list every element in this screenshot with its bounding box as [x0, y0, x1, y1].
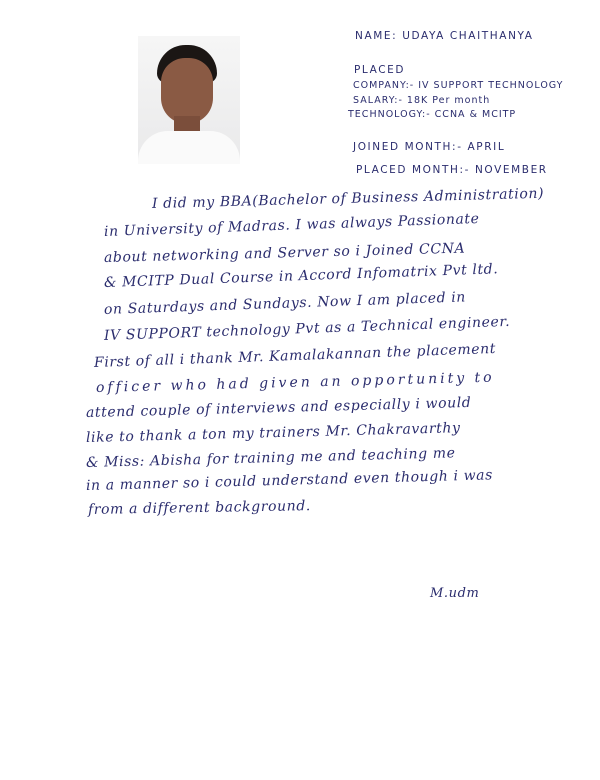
- salary-line: SALARY:- 18K Per month: [353, 95, 491, 106]
- student-photo: [138, 36, 240, 164]
- body-line: in University of Madras. I was always Passionate: [103, 210, 480, 240]
- joined-month-line: JOINED MONTH:- APRIL: [353, 141, 506, 153]
- company-line: COMPANY:- IV SUPPORT TECHNOLOGY: [353, 80, 564, 91]
- body-line: on Saturdays and Sundays. Now I am placed in: [103, 289, 467, 318]
- body-line: officer who had given an opportunity to: [95, 369, 495, 396]
- body-line: IV SUPPORT technology Pvt as a Technical engineer.: [103, 313, 511, 344]
- signature: M.udm: [430, 586, 480, 601]
- placed-label: PLACED: [354, 64, 406, 76]
- name-line: NAME: UDAYA CHAITHANYA: [355, 30, 534, 42]
- body-line: about networking and Server so i Joined CCNA: [103, 240, 466, 266]
- body-line: in a manner so i could understand even though i was: [85, 467, 494, 494]
- placed-month-line: PLACED MONTH:- NOVEMBER: [356, 164, 548, 176]
- technology-line: TECHNOLOGY:- CCNA & MCITP: [348, 109, 517, 120]
- body-line: & Miss: Abisha for training me and teaching me: [85, 445, 456, 471]
- body-line: First of all i thank Mr. Kamalakannan the placement: [93, 340, 497, 371]
- body-line: attend couple of interviews and especially i would: [85, 394, 472, 421]
- body-line: like to thank a ton my trainers Mr. Chakravarthy: [85, 420, 461, 446]
- body-line: & MCITP Dual Course in Accord Infomatrix Pvt ltd.: [103, 261, 499, 291]
- body-line: from a different background.: [87, 498, 312, 518]
- body-line: I did my BBA(Bachelor of Business Administration): [151, 185, 545, 212]
